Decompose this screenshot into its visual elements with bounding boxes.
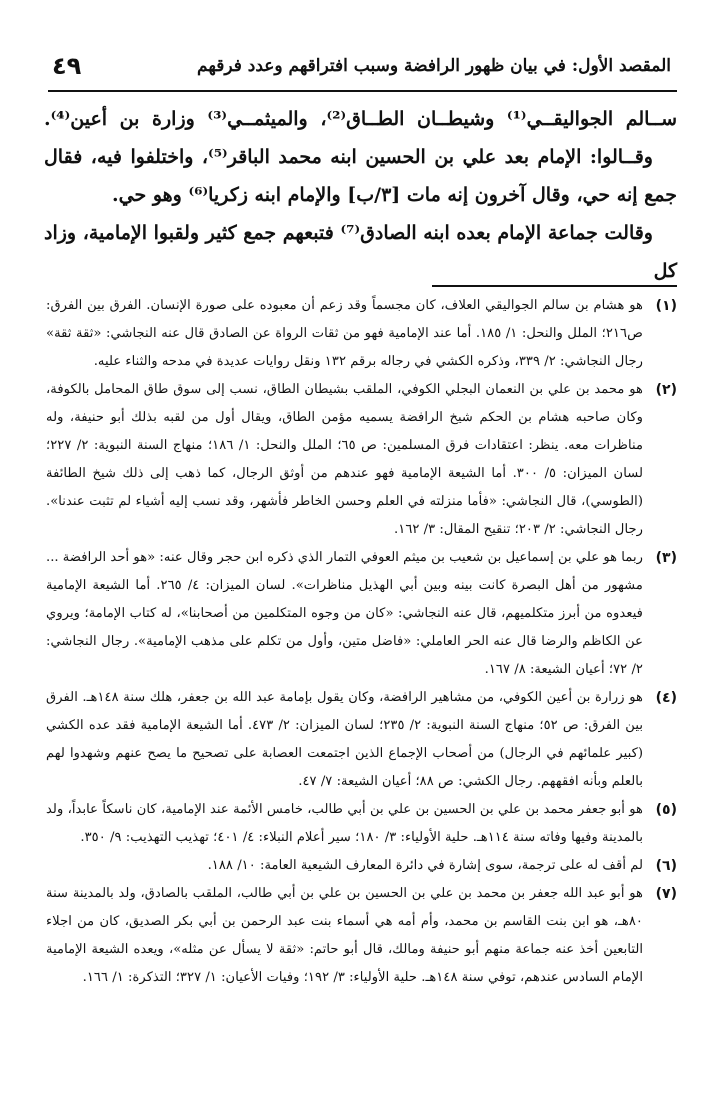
footnote bbox=[46, 684, 677, 796]
footnotes bbox=[46, 292, 677, 992]
footnote-text: هو زرارة بن أعين الكوفي، من مشاهير الرافضة، وكان يقول بإمامة عبد الله بن جعفر، هلك سنة ١٤٨هـ. الفرق بين الفرق: ص ٥٢؛ منهاج السنة النبوية: ٢/ ٢٣٥؛ لسان الميزان: ٢/ ٤٧٣. أما الشيعة الإمامية فقد عده الكشي (كبير علمائهم في الرجال) من أصحاب الإجماع الذين اجتمعت العصابة على تصحيح ما يصح عنهم وشهدوا لهم بالعلم وبأنه افقههم. رجال الكشي: ص ٨٨؛ أعيان الشيعة: ٧/ ٤٧. bbox=[46, 690, 643, 789]
page-header bbox=[48, 52, 677, 92]
footnote-number: (١) bbox=[655, 298, 677, 314]
footnote-text: هو أبو جعفر محمد بن علي بن الحسين بن علي بن أبي طالب، خامس الأئمة عند الإمامية، كان ناسكاً عابداً، ولد بالمدينة وفيها وفاته سنة ١١٤هـ. حلية الأولياء: ٣/ ١٨٠؛ سير أعلام النبلاء: ٤/ ٤٠١؛ تهذيب التهذيب: ٩/ ٣٥٠. bbox=[46, 802, 643, 845]
footnote-text: هو أبو عبد الله جعفر بن محمد بن علي بن الحسين بن علي بن أبي طالب، الملقب بالصادق، ولد بالمدينة سنة ٨٠هـ، هو ابن بنت القاسم بن محمد، وأم أمه هي أسماء بنت عبد الرحمن بن أبي بكر الصديق، كان من اجلاء التابعين أخذ عنه جماعة منهم أبو حنيفة ومالك، قال أبو حاتم: «ثقة لا يسأل عن مثله»، ويعده الشيعة الإمامية الإمام السادس عندهم، توفي سنة ١٤٨هـ. حلية الأولياء: ٣/ ١٩٢؛ وفيات الأعيان: ١/ ٣٢٧؛ التذكرة: ١/ ١٦٦. bbox=[46, 886, 643, 985]
footnote-number: (٢) bbox=[655, 382, 677, 398]
footnote-number: (٣) bbox=[655, 550, 677, 566]
footnote bbox=[46, 376, 677, 544]
footnote-text: هو هشام بن سالم الجواليقي العلاف، كان مجسماً وقد زعم أن معبوده على صورة الإنسان. الفرق بين الفرق: ص٢١٦؛ الملل والنحل: ١/ ١٨٥. أما عند الإمامية فهو من ثقات الرواة عن الصادق قال عنه النجاشي: «ثقة ثقة» رجال النجاشي: ٢/ ٣٣٩، وذكره الكشي في رجاله برقم ١٣٢ ونقل روايات عديدة في مدحه والثناء عليه. bbox=[46, 298, 644, 369]
running-title: المقصد الأول: في بيان ظهور الرافضة وسبب افتراقهم وعدد فرقهم bbox=[197, 56, 671, 76]
footnote-text: ربما هو علي بن إسماعيل بن شعيب بن ميثم العوفي التمار الذي ذكره ابن حجر وقال عنه: «هو أحد الرافضة ... مشهور من أهل البصرة كانت بينه وبين أبي الهذيل مناظرات». لسان الميزان: ٤/ ٢٦٥. أما الشيعة الإمامية فيعدوه من أبرز متكلميهم، قال عنه النجاشي: «كان من وجوه المتكلمين من أصحابنا»، له كتاب الإمامة؛ ويروي عن الكاظم والرضا قال عنه الحر العاملي: «فاضل متين، وأول من تكلم على مذهب الإمامية». رجال النجاشي: ٢/ ٧٢؛ أعيان الشيعة: ٨/ ١٦٧. bbox=[46, 550, 643, 677]
footnote-text: لم أقف له على ترجمة، سوى إشارة في دائرة المعارف الشيعية العامة: ١٠/ ١٨٨. bbox=[207, 858, 643, 873]
footnote bbox=[46, 544, 677, 684]
footnote bbox=[46, 292, 677, 376]
main-text bbox=[44, 100, 677, 290]
footnote-text: هو محمد بن علي بن النعمان البجلي الكوفي، الملقب بشيطان الطاق، نسب إلى سوق طاق المحامل بالكوفة، وكان صاحبه هشام بن الحكم شيخ الرافضة يسميه مؤمن الطاق، ويقال أول من لقبه بذلك أبو حنيفة، وله مناظرات معه. ينظر: اعتقادات فرق المسلمين: ص ٦٥؛ الملل والنحل: ١/ ١٨٦؛ منهاج السنة النبوية: ٢/ ٢٢٧؛ لسان الميزان: ٥/ ٣٠٠. أما الشيعة الإمامية فهو عندهم من أوثق الرجال، كما ذهب إلى ذلك شيخ الطائفة (الطوسي)، قال النجاشي: «فأما منزلته في العلم وحسن الخاطر فأشهر، وقد نسب إليه أشياء لم تثبت عندنا». رجال النجاشي: ٢/ ٢٠٣؛ تنقيح المقال: ٣/ ١٦٢. bbox=[46, 382, 644, 537]
page-number: ٤٩ bbox=[52, 52, 82, 80]
footnote bbox=[46, 796, 677, 852]
footnote-number: (٧) bbox=[655, 886, 677, 902]
footnote-number: (٦) bbox=[655, 858, 677, 874]
footnote bbox=[46, 852, 677, 880]
header-rule bbox=[48, 90, 677, 92]
footnote-number: (٥) bbox=[655, 802, 677, 818]
footnote bbox=[46, 880, 677, 992]
main-paragraph: وقــالوا: الإمام بعد علي بن الحسين ابنه محمد الباقر⁽⁵⁾، واختلفوا فيه، فقال جمع إنه حي، وقال آخرون إنه مات [٣/ب] والإمام ابنه زكريا⁽⁶⁾ وهو حي. bbox=[44, 146, 677, 206]
footnote-separator bbox=[432, 285, 677, 287]
main-paragraph: ســالم الجواليقــي⁽¹⁾ وشيطــان الطــاق⁽²⁾، والميثمــي⁽³⁾ وزارة بن أعين⁽⁴⁾. bbox=[44, 108, 677, 130]
footnote-number: (٤) bbox=[655, 690, 677, 706]
main-paragraph: وقالت جماعة الإمام بعده ابنه الصادق⁽⁷⁾ فتبعهم جمع كثير ولقبوا الإمامية، وزاد كل bbox=[44, 222, 677, 282]
